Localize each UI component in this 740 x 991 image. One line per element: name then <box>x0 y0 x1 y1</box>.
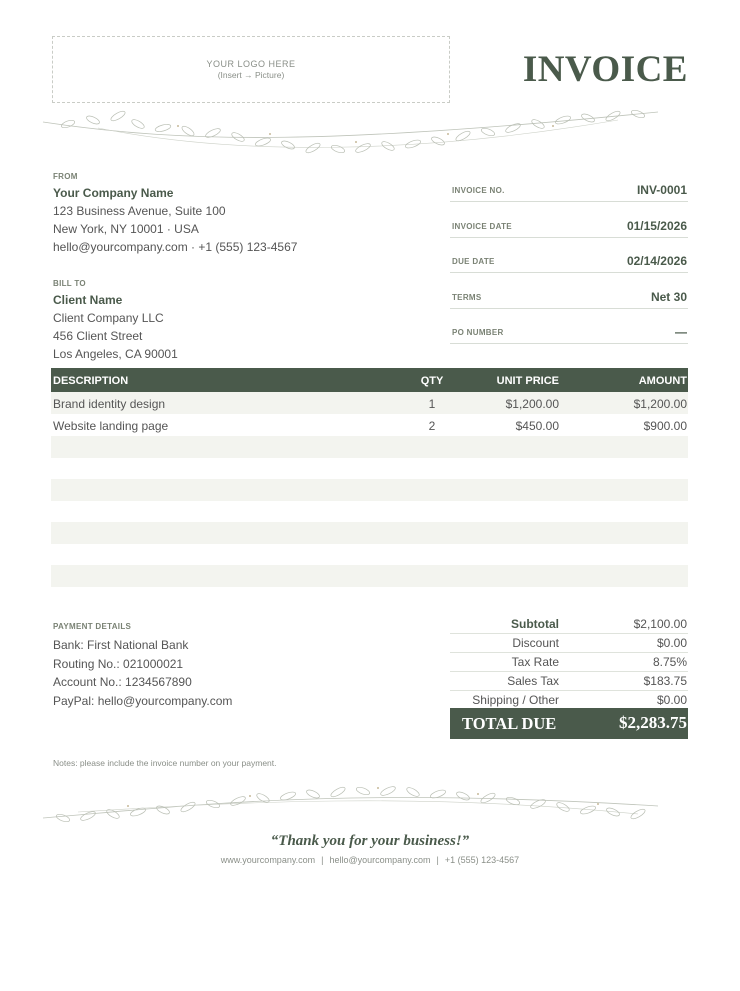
bill-to-label: BILL TO <box>53 279 86 288</box>
logo-placeholder[interactable] <box>52 36 450 103</box>
table-row-empty <box>51 479 688 501</box>
header-qty: QTY <box>420 375 444 387</box>
cell-unit-price: $450.00 <box>515 419 559 433</box>
footer-email: hello@yourcompany.com <box>329 855 431 865</box>
table-row <box>51 414 688 436</box>
payment-notes: Notes: please include the invoice number on your payment. <box>53 758 277 768</box>
client-city: Los Angeles, CA 90001 <box>53 347 178 361</box>
company-address-line2: New York, NY 10001 · USA <box>53 222 199 236</box>
total-label: Tax Rate <box>511 655 559 669</box>
total-value: 8.75% <box>652 655 687 669</box>
total-row-discount <box>450 634 688 653</box>
total-value: $0.00 <box>656 693 687 707</box>
meta-due-date <box>450 253 688 273</box>
footer-website: www.yourcompany.com <box>220 855 316 865</box>
footer-contact <box>0 855 740 865</box>
meta-label: TERMS <box>452 293 482 302</box>
meta-label: INVOICE DATE <box>452 222 512 231</box>
table-row-empty <box>51 501 688 523</box>
cell-unit-price: $1,200.00 <box>505 397 559 411</box>
total-value: $0.00 <box>656 636 687 650</box>
items-table-header <box>51 368 688 392</box>
cell-description: Brand identity design <box>53 397 166 411</box>
thank-you-message: “Thank you for your business!” <box>270 833 470 849</box>
payment-routing: Routing No.: 021000021 <box>53 657 184 671</box>
total-row-tax-rate <box>450 653 688 672</box>
meta-value: — <box>675 325 687 339</box>
header-unit-price: UNIT PRICE <box>496 375 559 387</box>
total-row-subtotal <box>450 615 688 634</box>
company-name: Your Company Name <box>53 186 174 200</box>
cell-description: Website landing page <box>53 419 169 433</box>
client-company: Client Company LLC <box>53 311 164 325</box>
meta-label: DUE DATE <box>452 257 495 266</box>
total-due-box <box>450 708 688 739</box>
table-row <box>51 392 688 414</box>
footer-separator: | <box>436 855 439 865</box>
footer-phone: +1 (555) 123-4567 <box>444 855 520 865</box>
total-row-sales-tax <box>450 672 688 691</box>
total-value: $183.75 <box>643 674 687 688</box>
meta-value: 01/15/2026 <box>626 219 687 233</box>
client-street: 456 Client Street <box>53 329 143 343</box>
payment-account: Account No.: 1234567890 <box>53 675 192 689</box>
cell-qty: 2 <box>428 419 436 433</box>
total-value: $2,100.00 <box>633 617 687 631</box>
table-row-empty <box>51 544 688 566</box>
table-row-empty <box>51 522 688 544</box>
cell-qty: 1 <box>428 397 436 411</box>
company-contact: hello@yourcompany.com · +1 (555) 123-4567 <box>53 240 298 254</box>
table-row-empty <box>51 565 688 587</box>
meta-label: INVOICE NO. <box>452 186 505 195</box>
leaf-garland-bottom <box>38 776 660 836</box>
meta-label: PO NUMBER <box>452 328 504 337</box>
payment-paypal: PayPal: hello@yourcompany.com <box>53 694 233 708</box>
total-due-label: TOTAL DUE <box>462 714 557 733</box>
meta-invoice-no <box>450 182 688 202</box>
company-address-line1: 123 Business Avenue, Suite 100 <box>53 204 226 218</box>
payment-bank: Bank: First National Bank <box>53 638 189 652</box>
total-label: Discount <box>512 636 559 650</box>
cell-amount: $900.00 <box>643 419 687 433</box>
total-label: Sales Tax <box>507 674 559 688</box>
meta-terms <box>450 289 688 309</box>
logo-placeholder-text: YOUR LOGO HERE <box>206 59 296 69</box>
meta-value: INV-0001 <box>636 183 687 197</box>
header-description: DESCRIPTION <box>53 375 129 387</box>
total-due-value: $2,283.75 <box>619 713 687 732</box>
leaf-garland-top <box>38 104 660 164</box>
from-label: FROM <box>53 172 78 181</box>
cell-amount: $1,200.00 <box>633 397 687 411</box>
meta-po-number <box>450 324 688 344</box>
header-amount: AMOUNT <box>638 375 687 387</box>
footer-separator: | <box>321 855 324 865</box>
total-label: Shipping / Other <box>472 693 559 707</box>
meta-invoice-date <box>450 218 688 238</box>
client-name: Client Name <box>53 293 123 307</box>
table-row-empty <box>51 458 688 480</box>
total-label: Subtotal <box>511 617 559 631</box>
meta-value: 02/14/2026 <box>626 254 687 268</box>
payment-details-label: PAYMENT DETAILS <box>53 622 132 631</box>
table-row-empty <box>51 436 688 458</box>
invoice-title: INVOICE <box>522 49 688 90</box>
logo-placeholder-hint: (Insert → Picture) <box>217 70 285 80</box>
meta-value: Net 30 <box>650 290 687 304</box>
